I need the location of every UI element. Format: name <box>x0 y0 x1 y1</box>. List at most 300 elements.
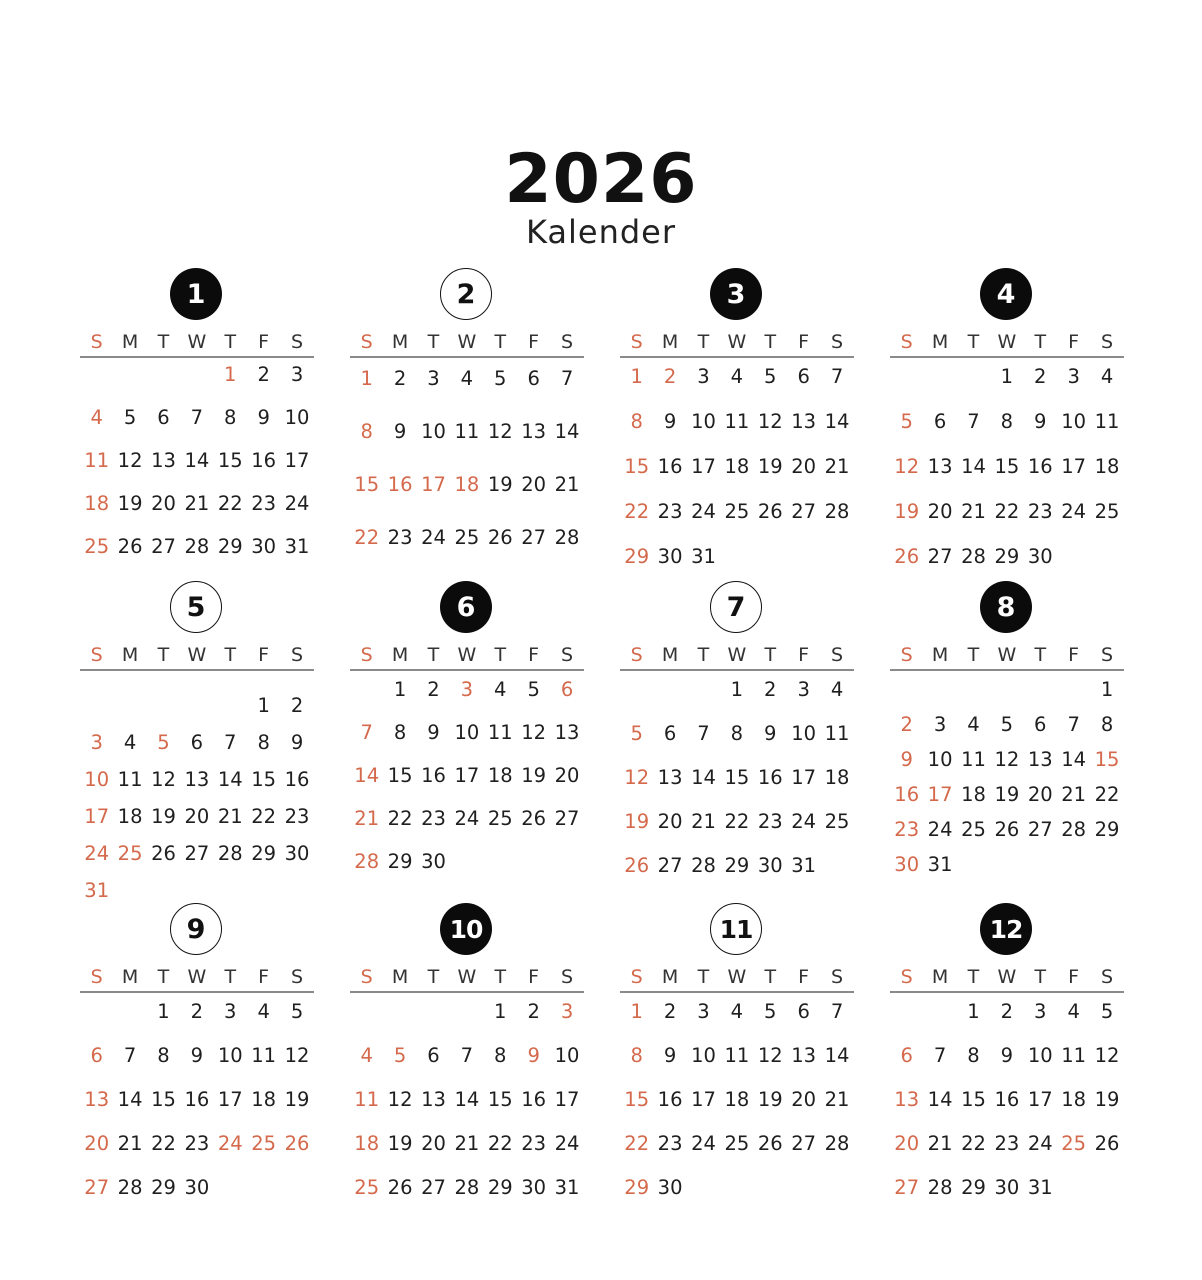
day-cell[interactable]: 15 <box>387 764 413 787</box>
day-cell[interactable]: 23 <box>387 526 413 549</box>
day-cell[interactable]: 17 <box>791 766 817 789</box>
day-cell[interactable]: 14 <box>554 420 580 443</box>
day-cell[interactable]: 30 <box>657 1176 683 1199</box>
day-cell[interactable]: 26 <box>757 500 783 523</box>
day-cell[interactable]: 27 <box>421 1176 446 1199</box>
day-cell[interactable]: 25 <box>487 807 513 830</box>
day-cell[interactable]: 20 <box>521 473 547 496</box>
day-cell[interactable]: 5 <box>764 365 777 388</box>
day-cell[interactable]: 15 <box>1094 748 1120 771</box>
day-cell[interactable]: 30 <box>251 535 277 558</box>
day-cell[interactable]: 10 <box>421 420 446 443</box>
day-cell[interactable]: 13 <box>791 1044 817 1067</box>
day-cell[interactable]: 28 <box>824 1132 850 1155</box>
day-cell[interactable]: 9 <box>257 406 270 429</box>
day-cell[interactable]: 12 <box>624 766 650 789</box>
day-cell[interactable]: 18 <box>824 766 850 789</box>
day-cell[interactable]: 24 <box>84 842 110 865</box>
day-cell[interactable]: 24 <box>454 807 480 830</box>
day-cell[interactable]: 9 <box>427 721 440 744</box>
day-cell[interactable]: 9 <box>1000 1044 1014 1067</box>
day-cell[interactable]: 19 <box>894 500 920 523</box>
day-cell[interactable]: 1 <box>494 1000 507 1023</box>
day-cell[interactable]: 18 <box>251 1088 277 1111</box>
day-cell[interactable]: 11 <box>84 449 110 472</box>
day-cell[interactable]: 20 <box>791 1088 817 1111</box>
day-cell[interactable]: 15 <box>624 455 650 478</box>
day-cell[interactable]: 7 <box>560 367 574 390</box>
day-cell[interactable]: 17 <box>1027 1088 1053 1111</box>
day-cell[interactable]: 10 <box>284 406 310 429</box>
day-cell[interactable]: 30 <box>757 854 783 877</box>
day-cell[interactable]: 9 <box>393 420 407 443</box>
day-cell[interactable]: 6 <box>527 367 540 390</box>
day-cell[interactable]: 24 <box>691 1132 716 1155</box>
day-cell[interactable]: 17 <box>217 1088 243 1111</box>
day-cell[interactable]: 2 <box>663 1000 677 1023</box>
day-cell[interactable]: 15 <box>151 1088 176 1111</box>
day-cell[interactable]: 8 <box>360 420 373 443</box>
day-cell[interactable]: 29 <box>151 1176 176 1199</box>
day-cell[interactable]: 27 <box>151 535 176 558</box>
day-cell[interactable]: 28 <box>217 842 243 865</box>
day-cell[interactable]: 24 <box>421 526 446 549</box>
day-cell[interactable]: 23 <box>184 1132 210 1155</box>
day-cell[interactable]: 16 <box>757 766 783 789</box>
day-cell[interactable]: 5 <box>494 367 507 390</box>
day-cell[interactable]: 30 <box>421 850 446 873</box>
day-cell[interactable]: 10 <box>217 1044 243 1067</box>
day-cell[interactable]: 20 <box>791 455 817 478</box>
day-cell[interactable]: 24 <box>217 1132 243 1155</box>
day-cell[interactable]: 21 <box>1061 783 1087 806</box>
day-cell[interactable]: 2 <box>527 1000 540 1023</box>
day-cell[interactable]: 28 <box>824 500 850 523</box>
day-cell[interactable]: 19 <box>994 783 1020 806</box>
day-cell[interactable]: 13 <box>1027 748 1053 771</box>
day-cell[interactable]: 31 <box>927 853 953 876</box>
day-cell[interactable]: 6 <box>90 1044 103 1067</box>
day-cell[interactable]: 13 <box>84 1088 110 1111</box>
day-cell[interactable]: 2 <box>257 363 270 386</box>
day-cell[interactable]: 26 <box>994 818 1020 841</box>
day-cell[interactable]: 11 <box>117 768 143 791</box>
day-cell[interactable]: 8 <box>630 410 643 433</box>
day-cell[interactable]: 3 <box>933 713 947 736</box>
day-cell[interactable]: 18 <box>117 805 143 828</box>
day-cell[interactable]: 14 <box>824 410 850 433</box>
day-cell[interactable]: 3 <box>460 678 474 701</box>
day-cell[interactable]: 25 <box>117 842 143 865</box>
day-cell[interactable]: 1 <box>630 365 643 388</box>
day-cell[interactable]: 13 <box>894 1088 920 1111</box>
day-cell[interactable]: 6 <box>157 406 170 429</box>
day-cell[interactable]: 24 <box>691 500 716 523</box>
day-cell[interactable]: 26 <box>284 1132 310 1155</box>
day-cell[interactable]: 4 <box>1067 1000 1080 1023</box>
day-cell[interactable]: 23 <box>657 500 683 523</box>
day-cell[interactable]: 18 <box>724 455 750 478</box>
day-cell[interactable]: 11 <box>961 748 986 771</box>
day-cell[interactable]: 27 <box>184 842 210 865</box>
day-cell[interactable]: 11 <box>251 1044 277 1067</box>
day-cell[interactable]: 5 <box>123 406 137 429</box>
day-cell[interactable]: 14 <box>961 455 986 478</box>
day-cell[interactable]: 27 <box>554 807 580 830</box>
day-cell[interactable]: 6 <box>560 678 574 701</box>
day-cell[interactable]: 27 <box>521 526 547 549</box>
day-cell[interactable]: 29 <box>961 1176 986 1199</box>
day-cell[interactable]: 12 <box>284 1044 310 1067</box>
day-cell[interactable]: 29 <box>624 1176 650 1199</box>
day-cell[interactable]: 30 <box>1027 545 1053 568</box>
day-cell[interactable]: 17 <box>84 805 110 828</box>
day-cell[interactable]: 4 <box>830 678 844 701</box>
day-cell[interactable]: 12 <box>487 420 513 443</box>
day-cell[interactable]: 7 <box>123 1044 137 1067</box>
day-cell[interactable]: 15 <box>354 473 380 496</box>
day-cell[interactable]: 5 <box>290 1000 304 1023</box>
day-cell[interactable]: 3 <box>90 731 103 754</box>
day-cell[interactable]: 25 <box>251 1132 277 1155</box>
day-cell[interactable]: 26 <box>117 535 143 558</box>
day-cell[interactable]: 28 <box>554 526 580 549</box>
day-cell[interactable]: 7 <box>360 721 373 744</box>
day-cell[interactable]: 13 <box>521 420 547 443</box>
day-cell[interactable]: 12 <box>1094 1044 1120 1067</box>
day-cell[interactable]: 10 <box>84 768 110 791</box>
day-cell[interactable]: 27 <box>657 854 683 877</box>
day-cell[interactable]: 11 <box>454 420 480 443</box>
day-cell[interactable]: 2 <box>393 367 407 390</box>
day-cell[interactable]: 8 <box>494 1044 507 1067</box>
day-cell[interactable]: 5 <box>1100 1000 1114 1023</box>
day-cell[interactable]: 15 <box>961 1088 986 1111</box>
day-cell[interactable]: 10 <box>454 721 480 744</box>
day-cell[interactable]: 7 <box>967 410 980 433</box>
day-cell[interactable]: 2 <box>1034 365 1047 388</box>
day-cell[interactable]: 16 <box>994 1088 1020 1111</box>
day-cell[interactable]: 25 <box>1061 1132 1087 1155</box>
day-cell[interactable]: 26 <box>151 842 176 865</box>
day-cell[interactable]: 14 <box>454 1088 480 1111</box>
day-cell[interactable]: 1 <box>360 367 373 390</box>
day-cell[interactable]: 9 <box>764 722 777 745</box>
day-cell[interactable]: 26 <box>624 854 650 877</box>
day-cell[interactable]: 18 <box>454 473 480 496</box>
day-cell[interactable]: 6 <box>933 410 947 433</box>
day-cell[interactable]: 6 <box>797 365 810 388</box>
day-cell[interactable]: 13 <box>184 768 210 791</box>
day-cell[interactable]: 16 <box>1027 455 1053 478</box>
day-cell[interactable]: 26 <box>487 526 513 549</box>
day-cell[interactable]: 21 <box>961 500 986 523</box>
day-cell[interactable]: 18 <box>1094 455 1120 478</box>
day-cell[interactable]: 7 <box>933 1044 947 1067</box>
day-cell[interactable]: 19 <box>624 810 650 833</box>
day-cell[interactable]: 19 <box>521 764 547 787</box>
day-cell[interactable]: 1 <box>967 1000 980 1023</box>
day-cell[interactable]: 15 <box>487 1088 513 1111</box>
day-cell[interactable]: 6 <box>1034 713 1047 736</box>
day-cell[interactable]: 6 <box>797 1000 810 1023</box>
day-cell[interactable]: 27 <box>927 545 953 568</box>
day-cell[interactable]: 8 <box>157 1044 170 1067</box>
day-cell[interactable]: 8 <box>393 721 407 744</box>
day-cell[interactable]: 30 <box>657 545 683 568</box>
day-cell[interactable]: 8 <box>967 1044 980 1067</box>
day-cell[interactable]: 24 <box>791 810 817 833</box>
day-cell[interactable]: 28 <box>1061 818 1087 841</box>
day-cell[interactable]: 5 <box>630 722 643 745</box>
day-cell[interactable]: 22 <box>994 500 1020 523</box>
day-cell[interactable]: 8 <box>730 722 744 745</box>
day-cell[interactable]: 22 <box>217 492 243 515</box>
day-cell[interactable]: 13 <box>927 455 953 478</box>
day-cell[interactable]: 15 <box>217 449 243 472</box>
day-cell[interactable]: 4 <box>90 406 103 429</box>
day-cell[interactable]: 20 <box>151 492 176 515</box>
day-cell[interactable]: 29 <box>1094 818 1120 841</box>
day-cell[interactable]: 21 <box>454 1132 480 1155</box>
day-cell[interactable]: 9 <box>527 1044 540 1067</box>
day-cell[interactable]: 11 <box>1061 1044 1087 1067</box>
day-cell[interactable]: 20 <box>657 810 683 833</box>
day-cell[interactable]: 11 <box>724 410 750 433</box>
day-cell[interactable]: 19 <box>487 473 513 496</box>
day-cell[interactable]: 18 <box>1061 1088 1087 1111</box>
day-cell[interactable]: 11 <box>824 722 850 745</box>
day-cell[interactable]: 23 <box>251 492 277 515</box>
day-cell[interactable]: 21 <box>184 492 210 515</box>
day-cell[interactable]: 19 <box>284 1088 310 1111</box>
day-cell[interactable]: 3 <box>560 1000 574 1023</box>
day-cell[interactable]: 13 <box>657 766 683 789</box>
day-cell[interactable]: 15 <box>251 768 277 791</box>
day-cell[interactable]: 14 <box>354 764 380 787</box>
day-cell[interactable]: 20 <box>421 1132 446 1155</box>
day-cell[interactable]: 23 <box>521 1132 547 1155</box>
day-cell[interactable]: 16 <box>657 1088 683 1111</box>
day-cell[interactable]: 6 <box>190 731 204 754</box>
day-cell[interactable]: 31 <box>1027 1176 1053 1199</box>
day-cell[interactable]: 16 <box>387 473 413 496</box>
day-cell[interactable]: 3 <box>1067 365 1080 388</box>
day-cell[interactable]: 27 <box>1027 818 1053 841</box>
day-cell[interactable]: 14 <box>117 1088 143 1111</box>
day-cell[interactable]: 19 <box>117 492 143 515</box>
day-cell[interactable]: 19 <box>757 1088 783 1111</box>
day-cell[interactable]: 10 <box>1027 1044 1053 1067</box>
day-cell[interactable]: 9 <box>290 731 304 754</box>
day-cell[interactable]: 22 <box>387 807 413 830</box>
day-cell[interactable]: 21 <box>927 1132 953 1155</box>
day-cell[interactable]: 27 <box>791 1132 817 1155</box>
day-cell[interactable]: 31 <box>691 545 716 568</box>
day-cell[interactable]: 4 <box>730 365 744 388</box>
day-cell[interactable]: 14 <box>824 1044 850 1067</box>
day-cell[interactable]: 21 <box>217 805 243 828</box>
day-cell[interactable]: 6 <box>900 1044 913 1067</box>
day-cell[interactable]: 22 <box>151 1132 176 1155</box>
day-cell[interactable]: 18 <box>84 492 110 515</box>
day-cell[interactable]: 4 <box>967 713 980 736</box>
day-cell[interactable]: 21 <box>824 455 850 478</box>
day-cell[interactable]: 9 <box>663 410 677 433</box>
day-cell[interactable]: 22 <box>724 810 750 833</box>
day-cell[interactable]: 30 <box>894 853 920 876</box>
day-cell[interactable]: 30 <box>994 1176 1020 1199</box>
day-cell[interactable]: 28 <box>354 850 380 873</box>
day-cell[interactable]: 4 <box>360 1044 373 1067</box>
day-cell[interactable]: 3 <box>797 678 810 701</box>
day-cell[interactable]: 1 <box>393 678 407 701</box>
day-cell[interactable]: 3 <box>290 363 304 386</box>
day-cell[interactable]: 5 <box>900 410 913 433</box>
day-cell[interactable]: 14 <box>691 766 716 789</box>
day-cell[interactable]: 25 <box>824 810 850 833</box>
day-cell[interactable]: 16 <box>421 764 446 787</box>
day-cell[interactable]: 30 <box>521 1176 547 1199</box>
day-cell[interactable]: 10 <box>791 722 817 745</box>
day-cell[interactable]: 21 <box>691 810 716 833</box>
day-cell[interactable]: 12 <box>521 721 547 744</box>
day-cell[interactable]: 30 <box>184 1176 210 1199</box>
day-cell[interactable]: 12 <box>894 455 920 478</box>
day-cell[interactable]: 2 <box>900 713 913 736</box>
day-cell[interactable]: 28 <box>454 1176 480 1199</box>
day-cell[interactable]: 2 <box>764 678 777 701</box>
day-cell[interactable]: 12 <box>151 768 176 791</box>
day-cell[interactable]: 21 <box>824 1088 850 1111</box>
day-cell[interactable]: 22 <box>354 526 380 549</box>
day-cell[interactable]: 13 <box>421 1088 446 1111</box>
day-cell[interactable]: 24 <box>554 1132 580 1155</box>
day-cell[interactable]: 7 <box>830 365 844 388</box>
day-cell[interactable]: 11 <box>354 1088 380 1111</box>
day-cell[interactable]: 22 <box>487 1132 513 1155</box>
day-cell[interactable]: 29 <box>487 1176 513 1199</box>
day-cell[interactable]: 6 <box>427 1044 440 1067</box>
day-cell[interactable]: 7 <box>190 406 204 429</box>
day-cell[interactable]: 2 <box>1000 1000 1014 1023</box>
day-cell[interactable]: 25 <box>724 1132 750 1155</box>
day-cell[interactable]: 16 <box>894 783 920 806</box>
day-cell[interactable]: 22 <box>624 1132 650 1155</box>
day-cell[interactable]: 16 <box>184 1088 210 1111</box>
day-cell[interactable]: 6 <box>663 722 677 745</box>
day-cell[interactable]: 13 <box>151 449 176 472</box>
day-cell[interactable]: 29 <box>724 854 750 877</box>
day-cell[interactable]: 17 <box>691 455 716 478</box>
day-cell[interactable]: 19 <box>1094 1088 1120 1111</box>
day-cell[interactable]: 7 <box>830 1000 844 1023</box>
day-cell[interactable]: 19 <box>757 455 783 478</box>
day-cell[interactable]: 14 <box>1061 748 1087 771</box>
day-cell[interactable]: 2 <box>190 1000 204 1023</box>
day-cell[interactable]: 12 <box>994 748 1020 771</box>
day-cell[interactable]: 1 <box>257 694 270 717</box>
day-cell[interactable]: 9 <box>663 1044 677 1067</box>
day-cell[interactable]: 31 <box>84 879 110 902</box>
day-cell[interactable]: 27 <box>791 500 817 523</box>
day-cell[interactable]: 4 <box>730 1000 744 1023</box>
day-cell[interactable]: 23 <box>657 1132 683 1155</box>
day-cell[interactable]: 14 <box>184 449 210 472</box>
day-cell[interactable]: 1 <box>730 678 744 701</box>
day-cell[interactable]: 3 <box>224 1000 237 1023</box>
day-cell[interactable]: 12 <box>757 1044 783 1067</box>
day-cell[interactable]: 18 <box>724 1088 750 1111</box>
day-cell[interactable]: 26 <box>521 807 547 830</box>
day-cell[interactable]: 28 <box>117 1176 143 1199</box>
day-cell[interactable]: 26 <box>1094 1132 1120 1155</box>
day-cell[interactable]: 20 <box>927 500 953 523</box>
day-cell[interactable]: 17 <box>554 1088 580 1111</box>
day-cell[interactable]: 10 <box>691 410 716 433</box>
day-cell[interactable]: 25 <box>724 500 750 523</box>
day-cell[interactable]: 17 <box>421 473 446 496</box>
day-cell[interactable]: 24 <box>1061 500 1087 523</box>
day-cell[interactable]: 16 <box>657 455 683 478</box>
day-cell[interactable]: 5 <box>1000 713 1014 736</box>
day-cell[interactable]: 29 <box>217 535 243 558</box>
day-cell[interactable]: 26 <box>387 1176 413 1199</box>
day-cell[interactable]: 29 <box>624 545 650 568</box>
day-cell[interactable]: 20 <box>1027 783 1053 806</box>
day-cell[interactable]: 3 <box>427 367 440 390</box>
day-cell[interactable]: 23 <box>894 818 920 841</box>
day-cell[interactable]: 29 <box>994 545 1020 568</box>
day-cell[interactable]: 16 <box>251 449 277 472</box>
day-cell[interactable]: 26 <box>894 545 920 568</box>
day-cell[interactable]: 7 <box>224 731 237 754</box>
day-cell[interactable]: 2 <box>290 694 304 717</box>
day-cell[interactable]: 27 <box>894 1176 920 1199</box>
day-cell[interactable]: 1 <box>1000 365 1014 388</box>
day-cell[interactable]: 23 <box>1027 500 1053 523</box>
day-cell[interactable]: 5 <box>393 1044 407 1067</box>
day-cell[interactable]: 8 <box>1100 713 1114 736</box>
day-cell[interactable]: 4 <box>257 1000 270 1023</box>
day-cell[interactable]: 15 <box>724 766 750 789</box>
day-cell[interactable]: 8 <box>1000 410 1014 433</box>
day-cell[interactable]: 13 <box>791 410 817 433</box>
day-cell[interactable]: 25 <box>1094 500 1120 523</box>
day-cell[interactable]: 16 <box>521 1088 547 1111</box>
day-cell[interactable]: 23 <box>284 805 310 828</box>
day-cell[interactable]: 18 <box>487 764 513 787</box>
day-cell[interactable]: 25 <box>961 818 986 841</box>
day-cell[interactable]: 1 <box>157 1000 170 1023</box>
day-cell[interactable]: 13 <box>554 721 580 744</box>
day-cell[interactable]: 21 <box>117 1132 143 1155</box>
day-cell[interactable]: 17 <box>1061 455 1087 478</box>
day-cell[interactable]: 20 <box>554 764 580 787</box>
day-cell[interactable]: 5 <box>764 1000 777 1023</box>
day-cell[interactable]: 22 <box>624 500 650 523</box>
day-cell[interactable]: 7 <box>697 722 710 745</box>
day-cell[interactable]: 10 <box>1061 410 1087 433</box>
day-cell[interactable]: 25 <box>354 1176 380 1199</box>
day-cell[interactable]: 11 <box>487 721 513 744</box>
day-cell[interactable]: 24 <box>1027 1132 1053 1155</box>
day-cell[interactable]: 21 <box>354 807 380 830</box>
day-cell[interactable]: 1 <box>1100 678 1114 701</box>
day-cell[interactable]: 17 <box>454 764 480 787</box>
day-cell[interactable]: 9 <box>1034 410 1047 433</box>
day-cell[interactable]: 19 <box>151 805 176 828</box>
